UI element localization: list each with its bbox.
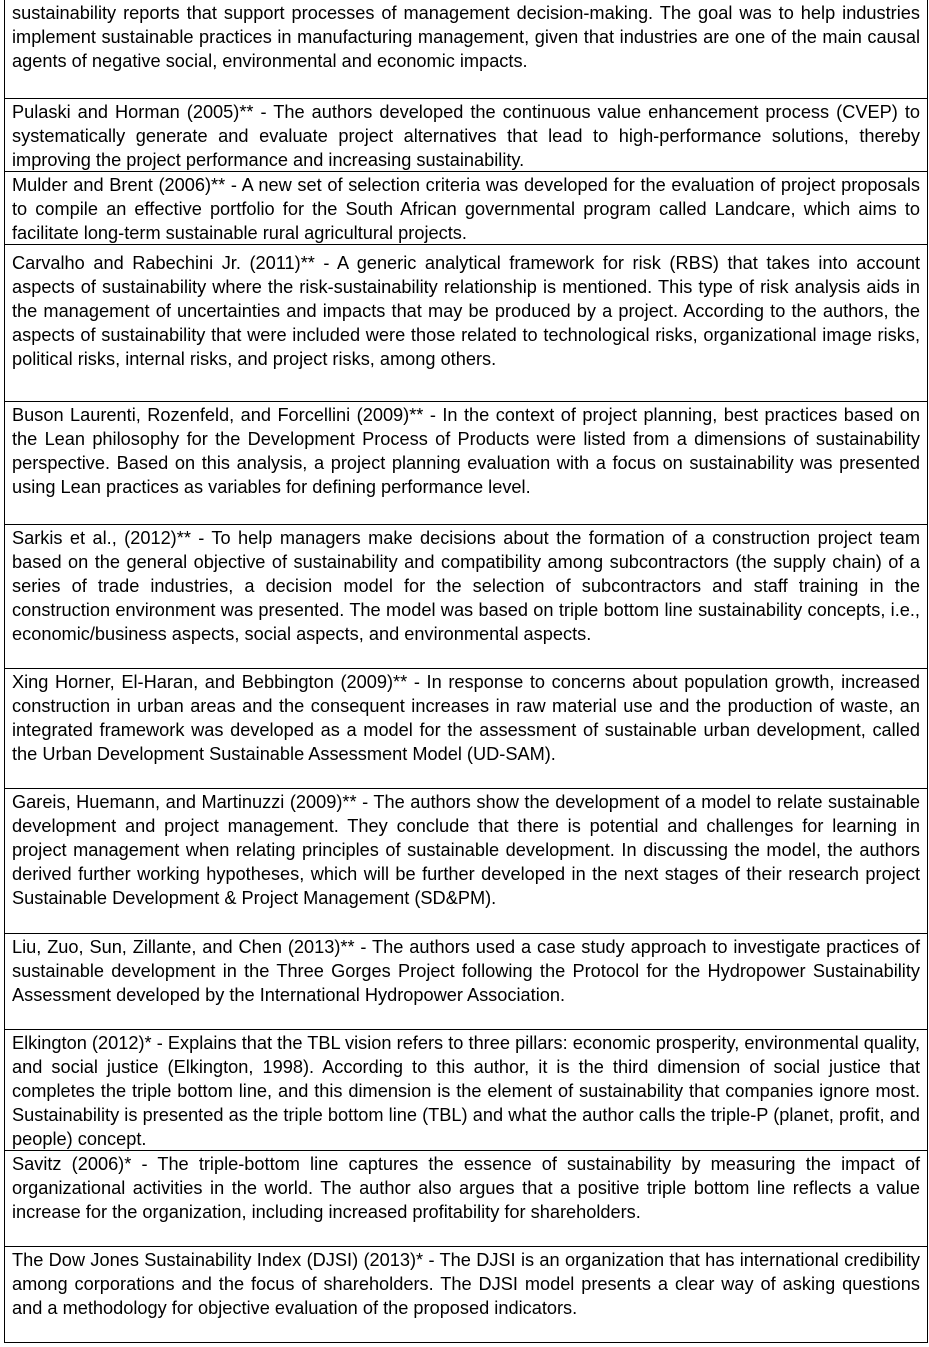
- table-row: Savitz (2006)* - The triple-bottom line captures the essence of sustainability by measuring the impact of organizational activities in the world. The author also argues that a positive triple bottom line reflects a value increase for the organization, including increased profitability for shareholders.: [5, 1150, 927, 1246]
- table-row: Mulder and Brent (2006)** - A new set of selection criteria was developed for the evaluation of project proposals to compile an effective portfolio for the South African governmental program called Landcare, which aims to facilitate long-term sustainable rural agricultural projects.: [5, 171, 927, 244]
- table-row: Pulaski and Horman (2005)** - The authors developed the continuous value enhancement process (CVEP) to systematically generate and evaluate project alternatives that lead to high-performance solutions, thereby improving the project performance and increasing sustainability.: [5, 98, 927, 171]
- table-row: Xing Horner, El-Haran, and Bebbington (2009)** - In response to concerns about population growth, increased construction in urban areas and the consequent increases in raw material use and the production of waste, an integrated framework was developed as a model for the assessment of sustainable urban development, called the Urban Development Sustainable Assessment Model (UD-SAM).: [5, 668, 927, 788]
- table-row: sustainability reports that support processes of management decision-making. The goal was to help industries implement sustainable practices in manufacturing management, given that industries are one of the main causal agents of negative social, environmental and economic impacts.: [12, 3, 920, 71]
- table-row: Buson Laurenti, Rozenfeld, and Forcellini (2009)** - In the context of project planning, best practices based on the Lean philosophy for the Development Process of Products were listed from a dimensions of sustainability perspective. Based on this analysis, a project planning evaluation with a focus on sustainability was presented using Lean practices as variables for defining performance level.: [5, 401, 927, 524]
- table-row: Sarkis et al., (2012)** - To help managers make decisions about the formation of a construction project team based on the general objective of sustainability and compatibility among subcontractors (the supply chain) of a series of trade industries, a decision model for the selection of subcontractors and staff training in the construction environment was presented. The model was based on triple bottom line sustainability concepts, i.e., economic/business aspects, social aspects, and environmental aspects.: [5, 524, 927, 668]
- table-row: Elkington (2012)* - Explains that the TBL vision refers to three pillars: economic prosperity, environmental quality, and social justice (Elkington, 1998). According to this author, it is the third dimension of social justice that completes the triple bottom line, and this dimension is the element of sustainability that companies ignore most. Sustainability is presented as the triple bottom line (TBL) and what the author calls the triple-P (planet, profit, and people) concept.: [5, 1029, 927, 1150]
- table-row: Carvalho and Rabechini Jr. (2011)** - A generic analytical framework for risk (RBS) that takes into account aspects of sustainability where the risk-sustainability relationship is mentioned. This type of risk analysis aids in the management of uncertainties and impacts that may be produced by a project. According to the authors, the aspects of sustainability that were included were those related to technological risks, organizational image risks, political risks, internal risks, and project risks, among others.: [5, 244, 927, 401]
- table-row: Liu, Zuo, Sun, Zillante, and Chen (2013)** - The authors used a case study approach to investigate practices of sustainable development in the Three Gorges Project following the Protocol for the Hydropower Sustainability Assessment developed by the International Hydropower Association.: [5, 933, 927, 1029]
- literature-table: [4, 0, 928, 1343]
- table-row: The Dow Jones Sustainability Index (DJSI) (2013)* - The DJSI is an organization that has international credibility among corporations and the focus of shareholders. The DJSI model presents a clear way of asking questions and a methodology for objective evaluation of the proposed indicators.: [5, 1246, 927, 1342]
- table-row: Gareis, Huemann, and Martinuzzi (2009)** - The authors show the development of a model to relate sustainable development and project management. They conclude that there is potential and challenges for learning in project management when relating principles of sustainable development. In discussing the model, the authors derived further working hypotheses, which will be further developed in the next stages of their research project Sustainable Development & Project Management (SD&PM).: [5, 788, 927, 933]
